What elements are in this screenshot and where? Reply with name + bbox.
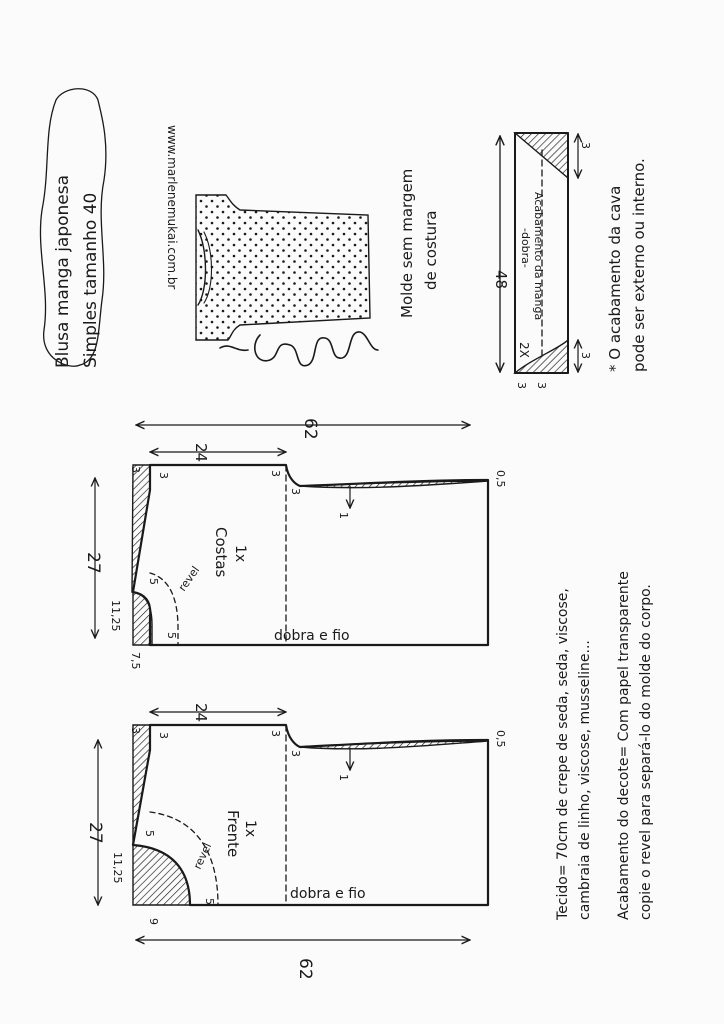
back-dim-3-right: 3 bbox=[269, 470, 282, 477]
front-dim-11-25: 11,25 bbox=[111, 852, 124, 884]
cava-note-line-2: pode ser externo ou interno. bbox=[630, 158, 648, 372]
back-name: Costas bbox=[212, 527, 230, 578]
front-dim-3-right: 3 bbox=[269, 730, 282, 737]
molde-note-line-1: Molde sem margem bbox=[398, 168, 416, 318]
back-dim-7-5: 7,5 bbox=[129, 652, 142, 670]
sleeve-facing-dim-right: 3 bbox=[579, 142, 592, 149]
fabric-note-line-2: cambraia de linho, viscose, musseline... bbox=[577, 640, 593, 920]
front-fold-label: dobra e fio bbox=[290, 886, 366, 902]
back-dim-5-b: 5 bbox=[165, 632, 178, 639]
sleeve-facing-label: Acabamento da manga bbox=[532, 192, 545, 321]
back-fold-label: dobra e fio bbox=[274, 628, 350, 644]
back-dim-1: 1 bbox=[337, 512, 350, 519]
front-dim-3-right-2: 3 bbox=[289, 750, 302, 757]
sleeve-facing-fold: -dobra- bbox=[519, 228, 532, 268]
back-dim-0-5: 0,5 bbox=[494, 470, 507, 488]
sleeve-facing-length: 48 bbox=[492, 270, 510, 290]
front-dim-3-top: 3 bbox=[129, 727, 142, 734]
fabric-note-line-1: Tecido= 70cm de crepe de seda, seda, viscose, bbox=[555, 588, 571, 920]
front-count: 1x bbox=[242, 820, 258, 838]
front-dim-5-a: 5 bbox=[143, 830, 156, 837]
front-dim-0-5: 0,5 bbox=[494, 730, 507, 748]
title-line-1: Blusa manga japonesa bbox=[53, 174, 73, 368]
front-dim-5-b: 5 bbox=[203, 898, 216, 905]
sleeve-facing-dim-right-2: 3 bbox=[579, 352, 592, 359]
sleeve-facing-dim-left: 3 bbox=[515, 382, 528, 389]
front-pattern-piece bbox=[98, 712, 488, 940]
back-dim-3-inner: 3 bbox=[157, 472, 170, 479]
neckline-note-line-2: copie o revel para separá-lo do molde do corpo. bbox=[638, 584, 654, 920]
front-dim-9: 9 bbox=[147, 918, 160, 925]
back-pattern-piece bbox=[95, 425, 488, 645]
title-block bbox=[40, 89, 105, 368]
front-facing-label: revel bbox=[190, 840, 215, 872]
front-name: Frente bbox=[224, 810, 242, 858]
neckline-note-line-1: Acabamento do decote= Com papel transparente bbox=[616, 571, 632, 920]
back-dim-5-a: 5 bbox=[147, 578, 160, 585]
front-dim-1: 1 bbox=[337, 774, 350, 781]
sleeve-facing-multiplier: 2X bbox=[517, 342, 531, 358]
signature bbox=[220, 332, 378, 366]
sleeve-facing-dim-left-2: 3 bbox=[535, 382, 548, 389]
back-width: 62 bbox=[300, 418, 320, 440]
sleeve-facing-piece bbox=[492, 133, 592, 389]
front-dim-3-inner: 3 bbox=[157, 732, 170, 739]
molde-note-line-2: de costura bbox=[422, 210, 440, 290]
title-line-2: Simples tamanho 40 bbox=[81, 192, 101, 368]
back-count: 1x bbox=[232, 545, 248, 563]
cava-note-line-1: * O acabamento da cava bbox=[606, 185, 624, 372]
back-facing-label: revel bbox=[175, 563, 203, 594]
front-height: 27 bbox=[85, 822, 105, 844]
back-height: 27 bbox=[83, 552, 103, 574]
back-dim-3-top: 3 bbox=[129, 466, 142, 473]
website-text: www.marlenemukai.com.br bbox=[165, 125, 179, 290]
back-dim-3-right-2: 3 bbox=[289, 488, 302, 495]
back-shoulder: 24 bbox=[192, 443, 210, 463]
front-width: 62 bbox=[295, 958, 315, 980]
blouse-illustration bbox=[196, 195, 370, 340]
back-dim-11-25: 11,25 bbox=[109, 600, 122, 632]
front-shoulder: 24 bbox=[192, 703, 210, 723]
